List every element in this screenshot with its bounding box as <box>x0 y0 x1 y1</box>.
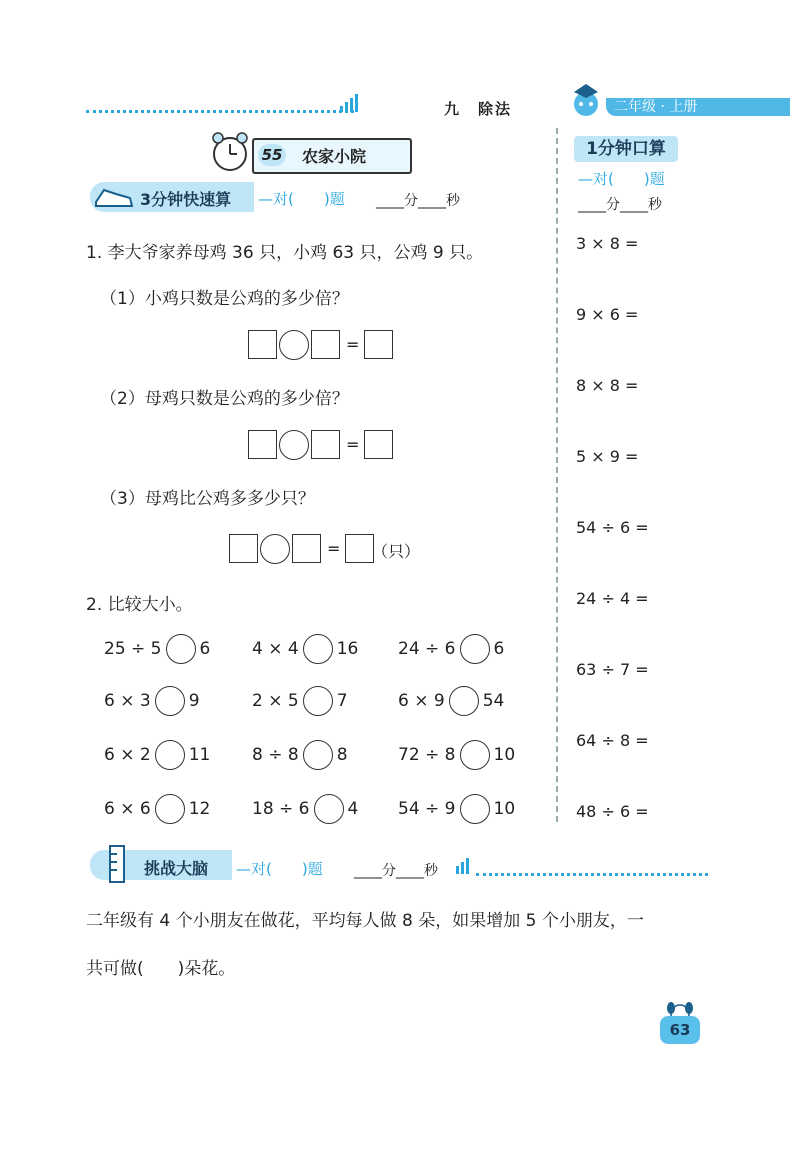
equals-sign: = <box>327 539 341 558</box>
ruler-icon <box>104 844 130 884</box>
answer-box[interactable] <box>229 534 258 563</box>
challenge-correct-count: —对( )题 <box>236 860 323 878</box>
alarm-clock-icon <box>208 130 252 174</box>
q1-sub1: （1）小鸡只数是公鸡的多少倍？ <box>100 289 349 309</box>
compare-circle[interactable] <box>314 794 344 824</box>
lesson-number: 55 <box>258 144 286 166</box>
operator-circle[interactable] <box>260 534 290 564</box>
challenge-time: ____分____秒 <box>354 863 438 879</box>
equals-sign: = <box>346 335 360 354</box>
answer-box[interactable] <box>248 330 277 359</box>
compare-circle[interactable] <box>166 634 196 664</box>
compare-circle[interactable] <box>155 686 185 716</box>
operator-circle[interactable] <box>279 330 309 360</box>
compare-item: 4 × 4 16 <box>252 634 358 664</box>
equals-sign: = <box>346 435 360 454</box>
oral-item: 8 × 8 = <box>576 376 639 395</box>
answer-box[interactable] <box>311 430 340 459</box>
oral-correct-count: —对( )题 <box>578 170 665 188</box>
oral-item: 24 ÷ 4 = <box>576 589 649 608</box>
oral-time: ____分____秒 <box>578 197 662 213</box>
oral-item: 5 × 9 = <box>576 447 639 466</box>
compare-item: 25 ÷ 5 6 <box>104 634 210 664</box>
operator-circle[interactable] <box>279 430 309 460</box>
q2-stem: 2. 比较大小。 <box>86 595 193 615</box>
compare-circle[interactable] <box>303 740 333 770</box>
compare-item: 72 ÷ 8 10 <box>398 740 515 770</box>
sneaker-icon <box>94 184 134 210</box>
compare-item: 6 × 3 9 <box>104 686 200 716</box>
compare-circle[interactable] <box>460 634 490 664</box>
oral-item: 64 ÷ 8 = <box>576 731 649 750</box>
oral-item: 63 ÷ 7 = <box>576 660 649 679</box>
compare-circle[interactable] <box>460 740 490 770</box>
unit-label: （只） <box>372 542 421 561</box>
page-number: 63 <box>660 1016 700 1044</box>
q1-stem: 1. 李大爷家养母鸡 36 只，小鸡 63 只，公鸡 9 只。 <box>86 243 484 263</box>
answer-box[interactable] <box>292 534 321 563</box>
quick-time: ____分____秒 <box>376 193 460 209</box>
answer-box[interactable] <box>345 534 374 563</box>
q1-sub3: （3）母鸡比公鸡多多少只？ <box>100 489 315 509</box>
challenge-text-line2: 共可做( )朵花。 <box>86 959 236 979</box>
challenge-label: 挑战大脑 <box>144 859 209 878</box>
oral-item: 54 ÷ 6 = <box>576 518 649 537</box>
compare-item: 6 × 2 11 <box>104 740 210 770</box>
grade-label: 二年级 · 上册 <box>606 98 790 116</box>
challenge-dotted-line <box>476 873 708 876</box>
quick-label: 3分钟快速算 <box>140 190 232 209</box>
oral-title: 1分钟口算 <box>574 136 678 162</box>
oral-item: 3 × 8 = <box>576 234 639 253</box>
compare-item: 8 ÷ 8 8 <box>252 740 348 770</box>
answer-box[interactable] <box>248 430 277 459</box>
answer-box[interactable] <box>311 330 340 359</box>
challenge-bars-icon <box>456 856 474 876</box>
header-dotted-line <box>86 110 354 113</box>
answer-box[interactable] <box>364 430 393 459</box>
mascot-icon <box>566 80 606 120</box>
compare-circle[interactable] <box>303 634 333 664</box>
compare-item: 54 ÷ 9 10 <box>398 794 515 824</box>
compare-circle[interactable] <box>449 686 479 716</box>
compare-item: 6 × 6 12 <box>104 794 210 824</box>
answer-box[interactable] <box>364 330 393 359</box>
compare-item: 18 ÷ 6 4 <box>252 794 358 824</box>
lesson-title: 农家小院 <box>302 147 367 166</box>
compare-item: 2 × 5 7 <box>252 686 348 716</box>
compare-item: 24 ÷ 6 6 <box>398 634 504 664</box>
chapter-title: 九 除法 <box>444 100 513 118</box>
q1-sub2: （2）母鸡只数是公鸡的多少倍？ <box>100 389 349 409</box>
oral-item: 9 × 6 = <box>576 305 639 324</box>
compare-circle[interactable] <box>460 794 490 824</box>
compare-item: 6 × 9 54 <box>398 686 504 716</box>
compare-circle[interactable] <box>155 794 185 824</box>
compare-circle[interactable] <box>155 740 185 770</box>
oral-item: 48 ÷ 6 = <box>576 802 649 821</box>
quick-correct-count: —对( )题 <box>258 190 345 208</box>
column-divider <box>556 128 558 822</box>
compare-circle[interactable] <box>303 686 333 716</box>
header-bars-icon <box>340 92 364 114</box>
challenge-text-line1: 二年级有 4 个小朋友在做花，平均每人做 8 朵，如果增加 5 个小朋友，一 <box>86 911 644 931</box>
